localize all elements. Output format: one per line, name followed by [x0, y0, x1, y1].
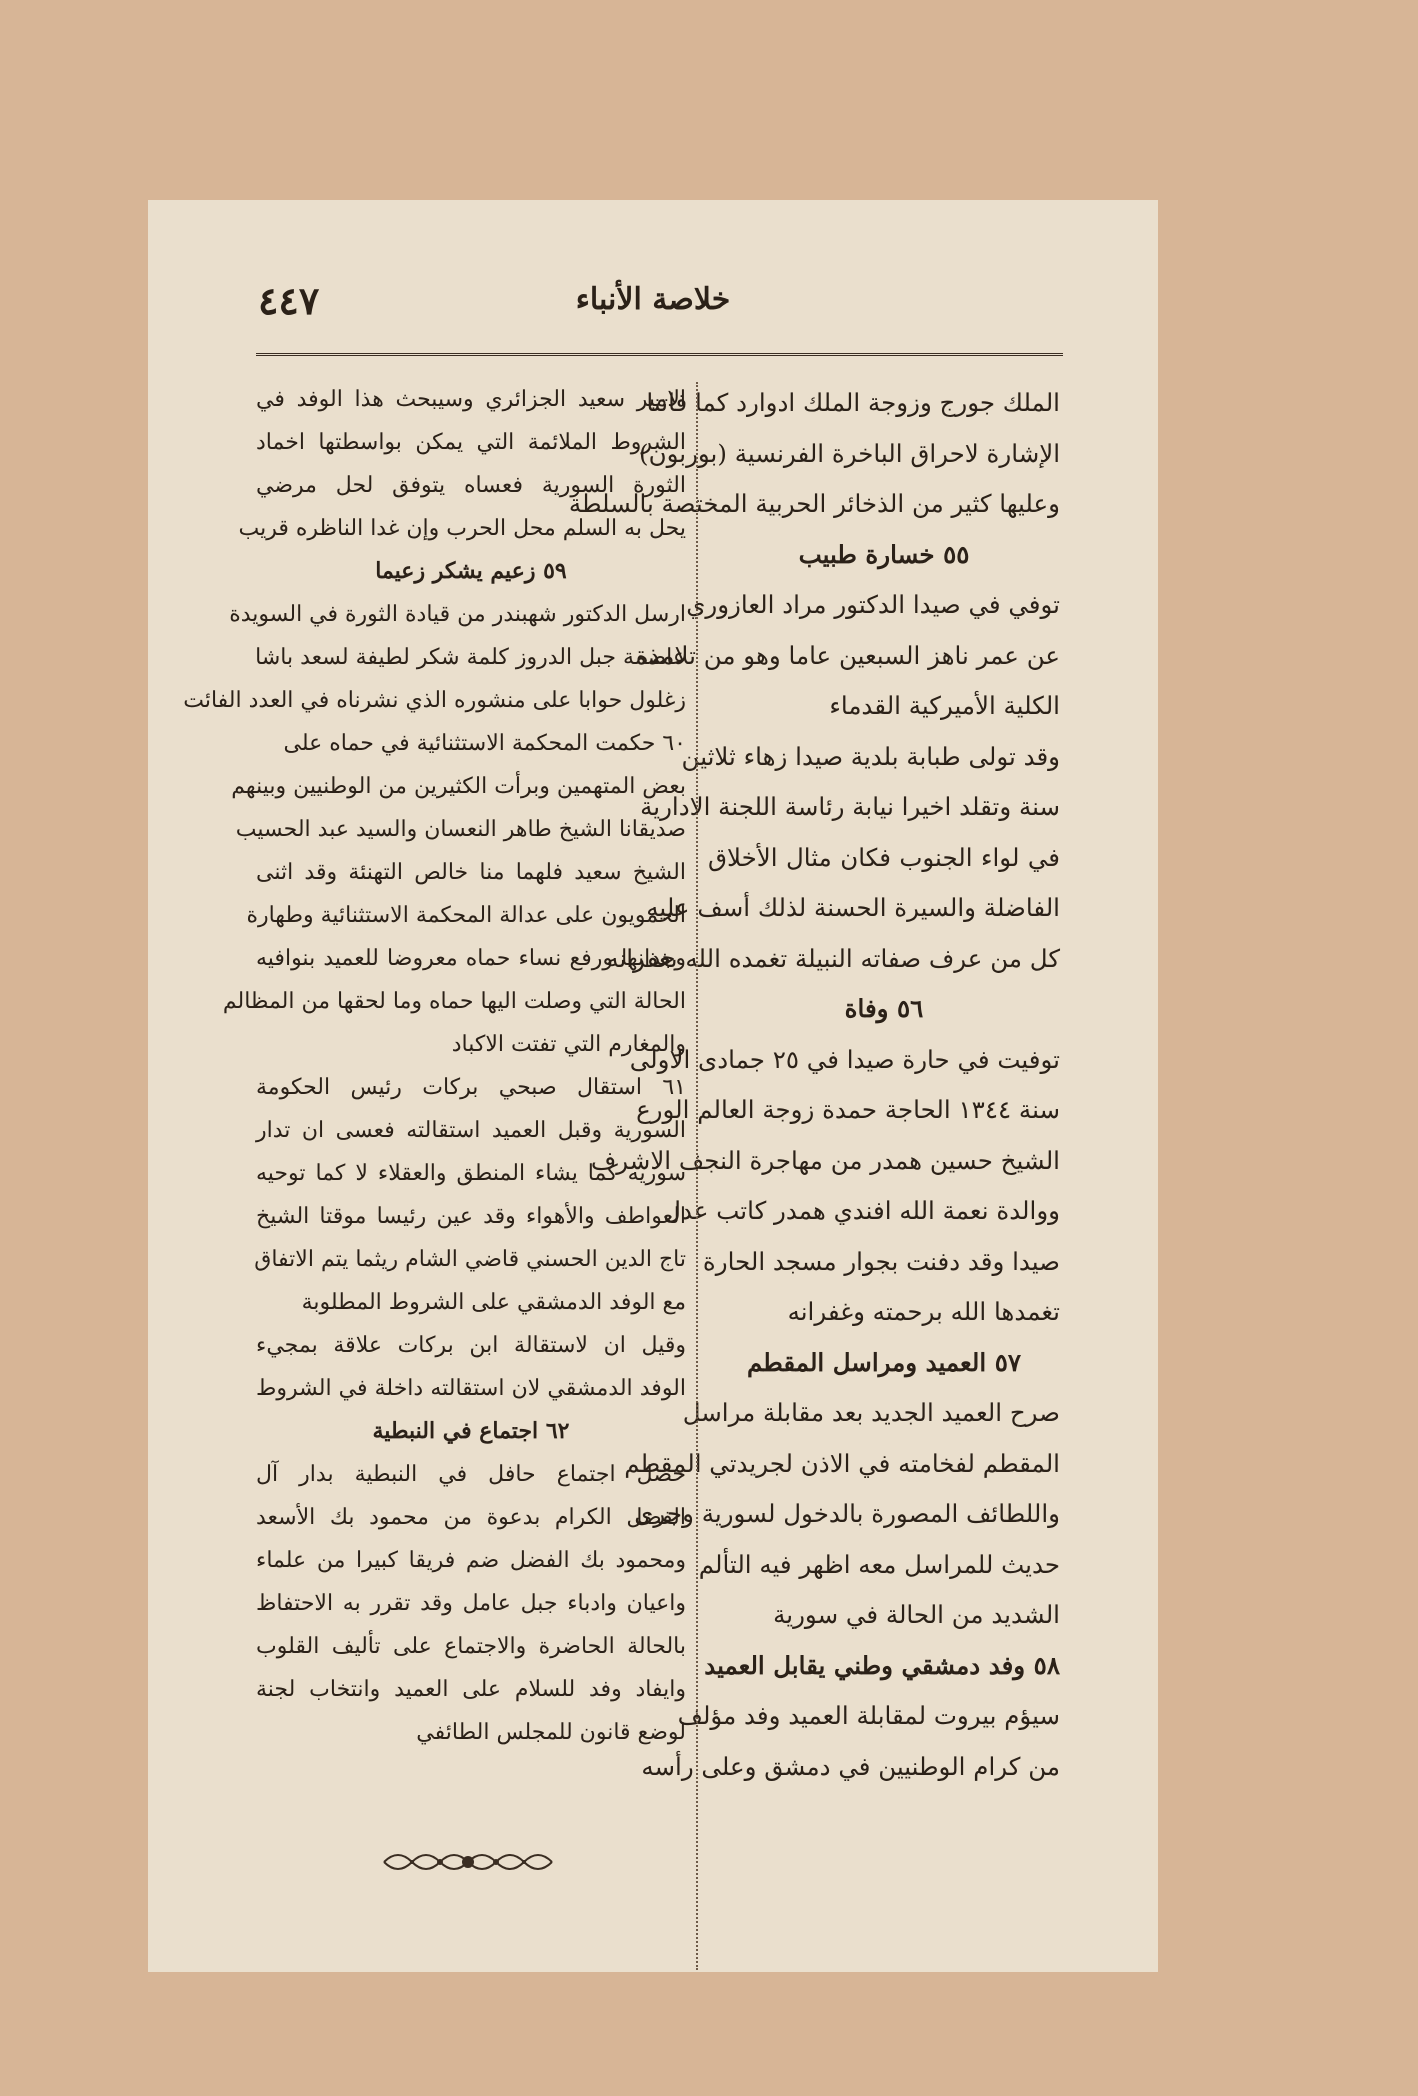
- text-line: ارسل الدكتور شهبندر من قيادة الثورة في السويدة: [229, 602, 686, 627]
- text-line: وعليها كثير من الذخائر الحربية المختصة بالسلطة: [568, 489, 1060, 518]
- text-line: سنة ١٣٤٤ الحاجة حمدة زوجة العالم الورع: [636, 1095, 1060, 1124]
- text-line: الملك جورج وزوجة الملك ادوارد كما فاتنا: [646, 388, 1060, 417]
- text-line: الشديد من الحالة في سورية: [773, 1600, 1060, 1629]
- page-scan: [148, 200, 1158, 1972]
- end-ornament-icon: [378, 1842, 558, 1882]
- text-line: حديث للمراسل معه اظهر فيه التألم: [698, 1549, 1060, 1579]
- text-line: عاصمة جبل الدروز كلمة شكر لطيفة لسعد باشا: [255, 645, 686, 670]
- header-rule: [256, 353, 1063, 356]
- text-line: الإشارة لاحراق الباخرة الفرنسية (بوربون): [639, 438, 1060, 468]
- text-line: عن عمر ناهز السبعين عاما وهو من تلامذة: [635, 640, 1060, 670]
- text-line: لوضع قانون للمجلس الطائفي: [416, 1720, 686, 1745]
- text-line: صرح العميد الجديد بعد مقابلة مراسل: [682, 1398, 1060, 1427]
- text-line: واللطائف المصورة بالدخول لسورية وجرى: [634, 1499, 1060, 1528]
- text-line: الفضل الكرام بدعوة من محمود بك الأسعد: [256, 1505, 686, 1530]
- page-header: [148, 272, 1158, 336]
- section-heading: ٥٦ وفاة: [844, 994, 924, 1023]
- section-heading: ٥٩ زعيم يشكر زعيما: [375, 558, 567, 584]
- text-line: وقيل ان لاستقالة ابن بركات علاقة بمجيء: [256, 1333, 686, 1358]
- text-line: سيؤم بيروت لمقابلة العميد وفد مؤلف: [677, 1701, 1060, 1730]
- text-line: الثورة السورية فعساه يتوفق لحل مرضي: [256, 473, 686, 498]
- text-line: السورية وقبل العميد استقالته فعسى ان تدار: [256, 1118, 686, 1143]
- text-line: سوريه كما يشاء المنطق والعقلاء لا كما توحيه: [256, 1161, 686, 1186]
- text-line: الوفد الدمشقي لان استقالته داخلة في الشروط: [256, 1376, 686, 1401]
- text-line: سنة وتقلد اخيرا نيابة رئاسة اللجنة الادارية: [640, 792, 1060, 821]
- text-line: في لواء الجنوب فكان مثال الأخلاق: [708, 842, 1060, 872]
- text-line: وقد تولى طبابة بلدية صيدا زهاء ثلاثين: [681, 741, 1060, 771]
- text-line: والمغارم التي تفتت الاكباد: [451, 1032, 686, 1057]
- text-line: وجدانها ورفع نساء حماه معروضا للعميد بنوافيه: [256, 946, 686, 971]
- section-heading: ٥٧ العميد ومراسل المقطم: [746, 1347, 1022, 1377]
- text-line: ٦٠ حكمت المحكمة الاستثنائية في حماه على: [283, 731, 686, 756]
- text-line: توفي في صيدا الدكتور مراد العازوري: [686, 590, 1060, 619]
- text-line: ٦١ استقال صبحي بركات رئيس الحكومة: [256, 1075, 686, 1100]
- text-line: الشيخ حسين همدر من مهاجرة النجف الاشرف: [590, 1145, 1060, 1175]
- text-line: بعض المتهمين وبرأت الكثيرين من الوطنيين وبينهم: [231, 774, 686, 799]
- page-number: ٤٤٧: [258, 278, 320, 323]
- text-line: الشروط الملائمة التي يمكن بواسطتها اخماد: [256, 430, 686, 455]
- text-line: الفاضلة والسيرة الحسنة لذلك أسف عليه: [646, 893, 1060, 922]
- text-line: العواطف والأهواء وقد عين رئيسا موقتا الشيخ: [256, 1204, 686, 1229]
- text-line: كل من عرف صفاته النبيلة تغمده الله بغفرانه: [606, 943, 1060, 973]
- text-line: مع الوفد الدمشقي على الشروط المطلوبة: [301, 1290, 686, 1315]
- section-heading: ٥٨ وفد دمشقي وطني يقابل العميد: [704, 1650, 1060, 1680]
- text-line: صيدا وقد دفنت بجوار مسجد الحارة: [702, 1246, 1060, 1276]
- text-line: الحمويون على عدالة المحكمة الاستثنائية وطهارة: [246, 903, 686, 928]
- text-line: من كرام الوطنيين في دمشق وعلى رأسه: [641, 1751, 1060, 1781]
- text-line: واعيان وادباء جبل عامل وقد تقرر به الاحتفاظ: [256, 1591, 686, 1616]
- text-line: ووالدة نعمة الله افندي همدر كاتب عدل: [663, 1196, 1060, 1225]
- text-line: حصل اجتماع حافل في النبطية بدار آل: [256, 1462, 686, 1487]
- text-line: زغلول حوابا على منشوره الذي نشرناه في العدد الفائت: [183, 688, 686, 713]
- text-line: تاج الدين الحسني قاضي الشام ريثما يتم الاتفاق: [254, 1247, 686, 1272]
- text-line: تغمدها الله برحمته وغفرانه: [787, 1297, 1060, 1326]
- text-line: الحالة التي وصلت اليها حماه وما لحقها من المظالم: [222, 989, 686, 1014]
- text-line: توفيت في حارة صيدا في ٢٥ جمادى الاولى: [629, 1044, 1060, 1074]
- text-line: الكلية الأميركية القدماء: [829, 691, 1060, 720]
- text-line: صديقانا الشيخ طاهر النعسان والسيد عبد الحسيب: [235, 817, 686, 842]
- column-divider: [696, 382, 698, 1970]
- text-line: المقطم لفخامته في الاذن لجريدتي المقطم: [624, 1448, 1060, 1478]
- text-line: وايفاد وفد للسلام على العميد وانتخاب لجنة: [256, 1677, 686, 1702]
- text-line: بالحالة الحاضرة والاجتماع على تأليف القلوب: [256, 1634, 686, 1659]
- text-line: الشيخ سعيد فلهما منا خالص التهنئة وقد اثنى: [256, 860, 686, 885]
- left-column: [183, 378, 686, 1754]
- text-line: يحل به السلم محل الحرب وإن غدا الناظره قريب: [238, 516, 686, 541]
- section-heading: ٥٥ خسارة طبيب: [798, 539, 970, 569]
- section-heading: ٦٢ اجتماع في النبطية: [372, 1418, 570, 1444]
- text-line: ومحمود بك الفضل ضم فريقا كبيرا من علماء: [256, 1548, 686, 1573]
- running-title: خلاصة الأنباء: [575, 282, 731, 317]
- text-line: الامير سعيد الجزائري وسيبحث هذا الوفد في: [256, 387, 686, 412]
